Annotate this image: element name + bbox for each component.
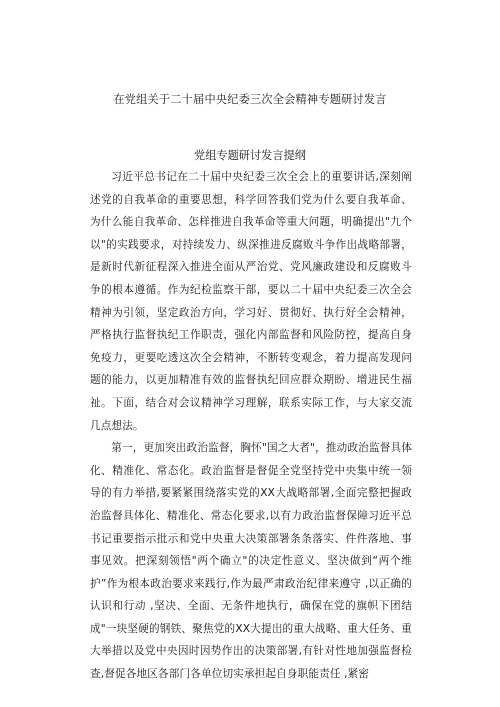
paragraph-intro: 习近平总书记在二十届中央纪委三次全会上的重要讲话,深刻阐述党的自我革命的重要思想，科学回答我们党为什么要自我革命、为什么能自我革命、怎样推进自我革命等重大问题，明确提出"九个以"的实践要求，对持续发力、纵深推进反腐败斗争作出战略部署，是新时代新征程深入推进全面从严治党、党风廉政建设和反腐败斗争的根本遵循。作为纪检监察干部，要以二十届中央纪委三次全会精神为引领，坚定政治方向，学习好、贯彻好、执行好全会精神，严格执行监督执纪工作职责，强化内部监督和风险防控，提高自身免疫力，更要吃透这次全会精神，不断转变观念，着力提高发现问题的能力，以更加精准有效的监督执纪回应群众期盼、增进民生福祉。下面，结合对会议精神学习理解，联系实际工作，与大家交流几点想法。 — [90, 171, 412, 432]
document-title: 在党组关于二十届中央纪委三次全会精神专题研讨发言 — [113, 93, 387, 106]
document-body — [90, 166, 412, 686]
document-subtitle: 党组专题研讨发言提纲 — [194, 149, 306, 162]
paragraph-first-point: 第一，更加突出政治监督，胸怀"国之大者"，推动政治监督具体化、精准化、常态化。政治监督是督促全党坚持党中央集中统一领导的有力举措,要紧紧围绕落实党的XX大战略部署,全面完整把握政治监督具体化、精准化、常态化要求,以有力政治监督保障习近平总书记重要指示批示和党中央重大决策部署条条落实、件件落地、事事见效。把深刻领悟"两个确立"的决定性意义、坚决做到“两个维护”作为根本政治要求来践行,作为最严肃政治纪律来遵守 ,以正确的认识和行动 ,坚决、全面、无条件地执行，确保在党的旗帜下团结成"一块坚硬的钢铁、聚焦党的XX大提出的重大战略、重大任务、重大举措以及党中央因时因势作出的决策部署,有针对性地加强监督检查,督促各地区各部门各单位切实承担起自身职能责任 ,紧密 — [90, 442, 412, 681]
